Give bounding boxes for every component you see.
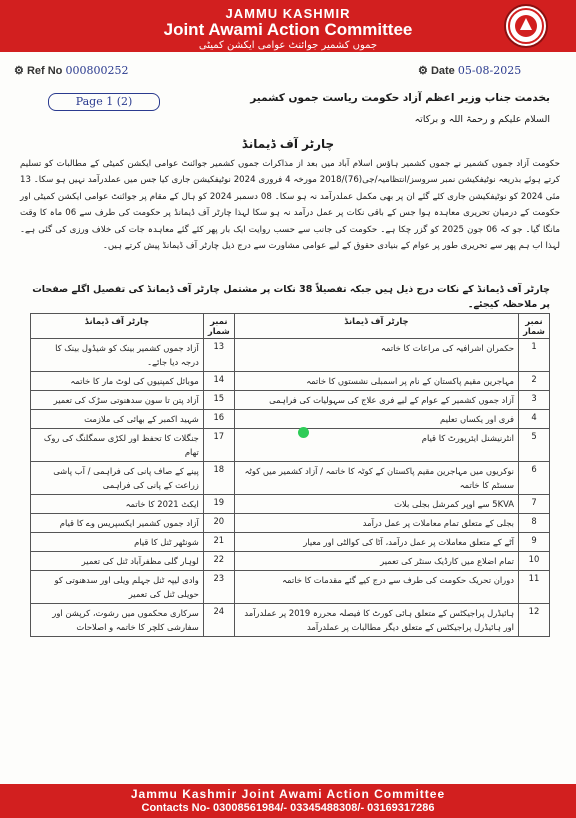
row-demand: آزاد جموں کشمیر کے عوام کے لیے فری علاج کی سہولیات کی فراہمی <box>234 391 518 410</box>
col-header-demand-2: چارٹر آف ڈیمانڈ <box>31 314 204 339</box>
date-icon: ⚙ <box>418 65 428 77</box>
ref-label-icon: ⚙ <box>14 65 24 77</box>
intro-paragraph: حکومت آزاد جموں کشمیر نے جموں کشمیر ہاؤس اسلام آباد میں بعد از مذاکرات جموں کشمیر جوائنٹ عوامی ایکشن کمیٹی کے مطالبات کو تسلیم کرتے ہوئے بذریعہ نوٹیفکیشن نمبر سروسز/انتظامیہ/جی(76)/2018 مورخہ 4 فروری 2024 نوٹیفکیشن جاری کیا جس میں عملدرآمد نہیں ہو سکا۔ 13 مئی 2024 کو نوٹیفکیشن جاری کئے گئے ان پر بھی مکمل عملدرآمد نہ ہو سکا۔ 08 دسمبر 2024 کو ہال کے مقام پر جوائنٹ عوامی ایکشن کمیٹی اور حکومت کے درمیان تحریری معاہدہ ہوا جس کے باقی نکات پر عمل درآمد نہ ہو سکا لہذا چارٹر آف ڈیمانڈ پر حکومت کی طرف سے 06 ماہ کا وقت مانگا گیا۔ جو کہ 06 جون 2025 کو گزر چکا ہے۔ حکومت کی جانب سے حسب روایت ایک بار پھر کئے گئے معاہدہ جات کی خلاف ورزی کی گئی ہے۔ لہذا اب ہم پھر سے تحریری طور پر عوام کے بنیادی حقوق کے لیے عوامی مشاورت سے درج ذیل چارٹر آف ڈیمانڈ پیش کرتے ہیں۔ <box>20 159 561 252</box>
header-line-urdu: جموں کشمیر جوائنٹ عوامی ایکشن کمیٹی <box>198 40 378 51</box>
table-row <box>31 604 550 637</box>
row-demand-2: شہید اکمبر کے بھائی کی ملازمت <box>31 410 204 429</box>
row-number-2: 19 <box>203 495 234 514</box>
ref-value: 000800252 <box>65 64 129 77</box>
letterhead-header <box>0 0 576 52</box>
row-demand: ہائیڈرل پراجیکٹس کے متعلق ہائی کورٹ کا فیصلہ محررہ 2019 پر عملدرآمد اور ہائیڈرل پراجیکٹس کے متعلق دیگر مطالبات پر عملدرآمد <box>234 604 518 637</box>
row-demand: نوکریوں میں مہاجرین مقیم پاکستان کے کوٹہ کا خاتمہ / آزاد کشمیر میں کوٹہ سسٹم کا خاتمہ <box>234 462 518 495</box>
letterhead-footer <box>0 784 576 818</box>
addressee-line: بخدمت جناب وزیر اعظم آزاد حکومت ریاست جموں کشمیر <box>250 92 550 104</box>
row-demand-2: جنگلات کا تحفظ اور لکڑی سمگلنگ کی روک تھام <box>31 429 204 462</box>
footer-line-1: Jammu Kashmir Joint Awami Action Committee <box>130 787 446 801</box>
row-demand: حکمران اشرافیہ کی مراعات کا خاتمہ <box>234 339 518 372</box>
contacts-numbers: 03008561984/- 03345488308/- 03169317286 <box>213 802 435 814</box>
date-field <box>418 64 521 77</box>
row-number-2: 21 <box>203 533 234 552</box>
row-demand-2: آزاد جموں کشمیر بینک کو شیڈول بینک کا درجہ دیا جائے۔ <box>31 339 204 372</box>
row-number-2: 14 <box>203 372 234 391</box>
row-number-2: 13 <box>203 339 234 372</box>
table-row <box>31 495 550 514</box>
row-number: 4 <box>519 410 550 429</box>
row-demand: آٹے کے متعلق معاملات پر عمل درآمد، آٹا کی کوالٹی اور معیار <box>234 533 518 552</box>
contacts-label: Contacts No- <box>141 802 210 814</box>
table-header-row <box>31 314 550 339</box>
table-row <box>31 391 550 410</box>
demands-table <box>30 313 550 637</box>
table-row <box>31 462 550 495</box>
table-row <box>31 429 550 462</box>
ref-label: Ref No <box>26 65 63 77</box>
row-number: 7 <box>519 495 550 514</box>
row-demand: انٹرنیشنل ایئرپورٹ کا قیام <box>234 429 518 462</box>
row-demand: دوران تحریک حکومت کی طرف سے درج کیے گئے مقدمات کا خاتمہ <box>234 571 518 604</box>
green-dot-marker <box>298 427 309 438</box>
table-row <box>31 410 550 429</box>
committee-logo-icon <box>504 4 548 48</box>
row-demand-2: شونٹھر ٹنل کا قیام <box>31 533 204 552</box>
row-number-2: 22 <box>203 552 234 571</box>
demands-table-body <box>31 339 550 637</box>
header-line-1: JAMMU KASHMIR <box>225 6 351 21</box>
salutation-line: السلام علیکم و رحمۃ اللہ و برکاتہ <box>414 114 550 125</box>
row-number: 2 <box>519 372 550 391</box>
demands-note: چارٹر آف ڈیمانڈ کے نکات درج ذیل ہیں جبکہ تفصیلاً 38 نکات پر مشتمل چارٹر آف ڈیمانڈ کی تفصیل اگلے صفحات پر ملاحظہ کیجئے۔ <box>32 284 550 310</box>
row-number-2: 24 <box>203 604 234 637</box>
row-number: 9 <box>519 533 550 552</box>
row-demand-2: وادی لیپہ ٹنل جہلم ویلی اور سدھنوتی کو حویلی ٹنل کی تعمیر <box>31 571 204 604</box>
row-demand: فری اور یکساں تعلیم <box>234 410 518 429</box>
row-number: 11 <box>519 571 550 604</box>
table-row <box>31 339 550 372</box>
row-number-2: 18 <box>203 462 234 495</box>
row-demand: تمام اضلاع میں کارڈیک سنٹر کی تعمیر <box>234 552 518 571</box>
footer-contacts <box>0 802 576 814</box>
row-number: 6 <box>519 462 550 495</box>
row-demand-2: آزاد جموں کشمیر ایکسپریس وے کا قیام <box>31 514 204 533</box>
row-demand-2: سرکاری محکموں میں رشوت، کرپشن اور سفارشی کلچر کا خاتمہ و اصلاحات <box>31 604 204 637</box>
row-number-2: 23 <box>203 571 234 604</box>
date-label: Date <box>430 65 455 77</box>
row-number-2: 20 <box>203 514 234 533</box>
row-number: 8 <box>519 514 550 533</box>
header-line-2: Joint Awami Action Committee <box>163 20 413 39</box>
table-row <box>31 372 550 391</box>
row-number-2: 15 <box>203 391 234 410</box>
row-number: 12 <box>519 604 550 637</box>
row-number: 10 <box>519 552 550 571</box>
date-value: 05-08-2025 <box>457 64 522 77</box>
row-demand-2: پینے کے صاف پانی کی فراہمی / آب پاشی زراعت کے پانی کی فراہمی <box>31 462 204 495</box>
table-row <box>31 514 550 533</box>
row-number-2: 16 <box>203 410 234 429</box>
table-row <box>31 533 550 552</box>
row-demand-2: موبائل کمپنیوں کی لوٹ مار کا خاتمہ <box>31 372 204 391</box>
ref-number <box>14 64 128 77</box>
row-number: 1 <box>519 339 550 372</box>
row-demand: بجلی کے متعلق تمام معاملات پر عمل درآمد <box>234 514 518 533</box>
row-number: 3 <box>519 391 550 410</box>
row-demand-2: آزاد پتن تا سون سدھنوتی سڑک کی تعمیر <box>31 391 204 410</box>
row-demand-2: ایکٹ 2021 کا خاتمہ <box>31 495 204 514</box>
table-row <box>31 571 550 604</box>
row-demand: مہاجرین مقیم پاکستان کے نام پر اسمبلی نشستوں کا خاتمہ <box>234 372 518 391</box>
col-header-number-2: نمبر شمار <box>203 314 234 339</box>
table-row <box>31 552 550 571</box>
row-demand: 5KVA سے اوپر کمرشل بجلی بلات <box>234 495 518 514</box>
page-number-note: Page 1 (2) <box>48 93 160 111</box>
row-number-2: 17 <box>203 429 234 462</box>
row-number: 5 <box>519 429 550 462</box>
document-heading: چارٹر آف ڈیمانڈ <box>241 137 335 151</box>
col-header-demand: چارٹر آف ڈیمانڈ <box>234 314 518 339</box>
row-demand-2: لوہار گلی مظفرآباد ٹنل کی تعمیر <box>31 552 204 571</box>
col-header-number: نمبر شمار <box>519 314 550 339</box>
